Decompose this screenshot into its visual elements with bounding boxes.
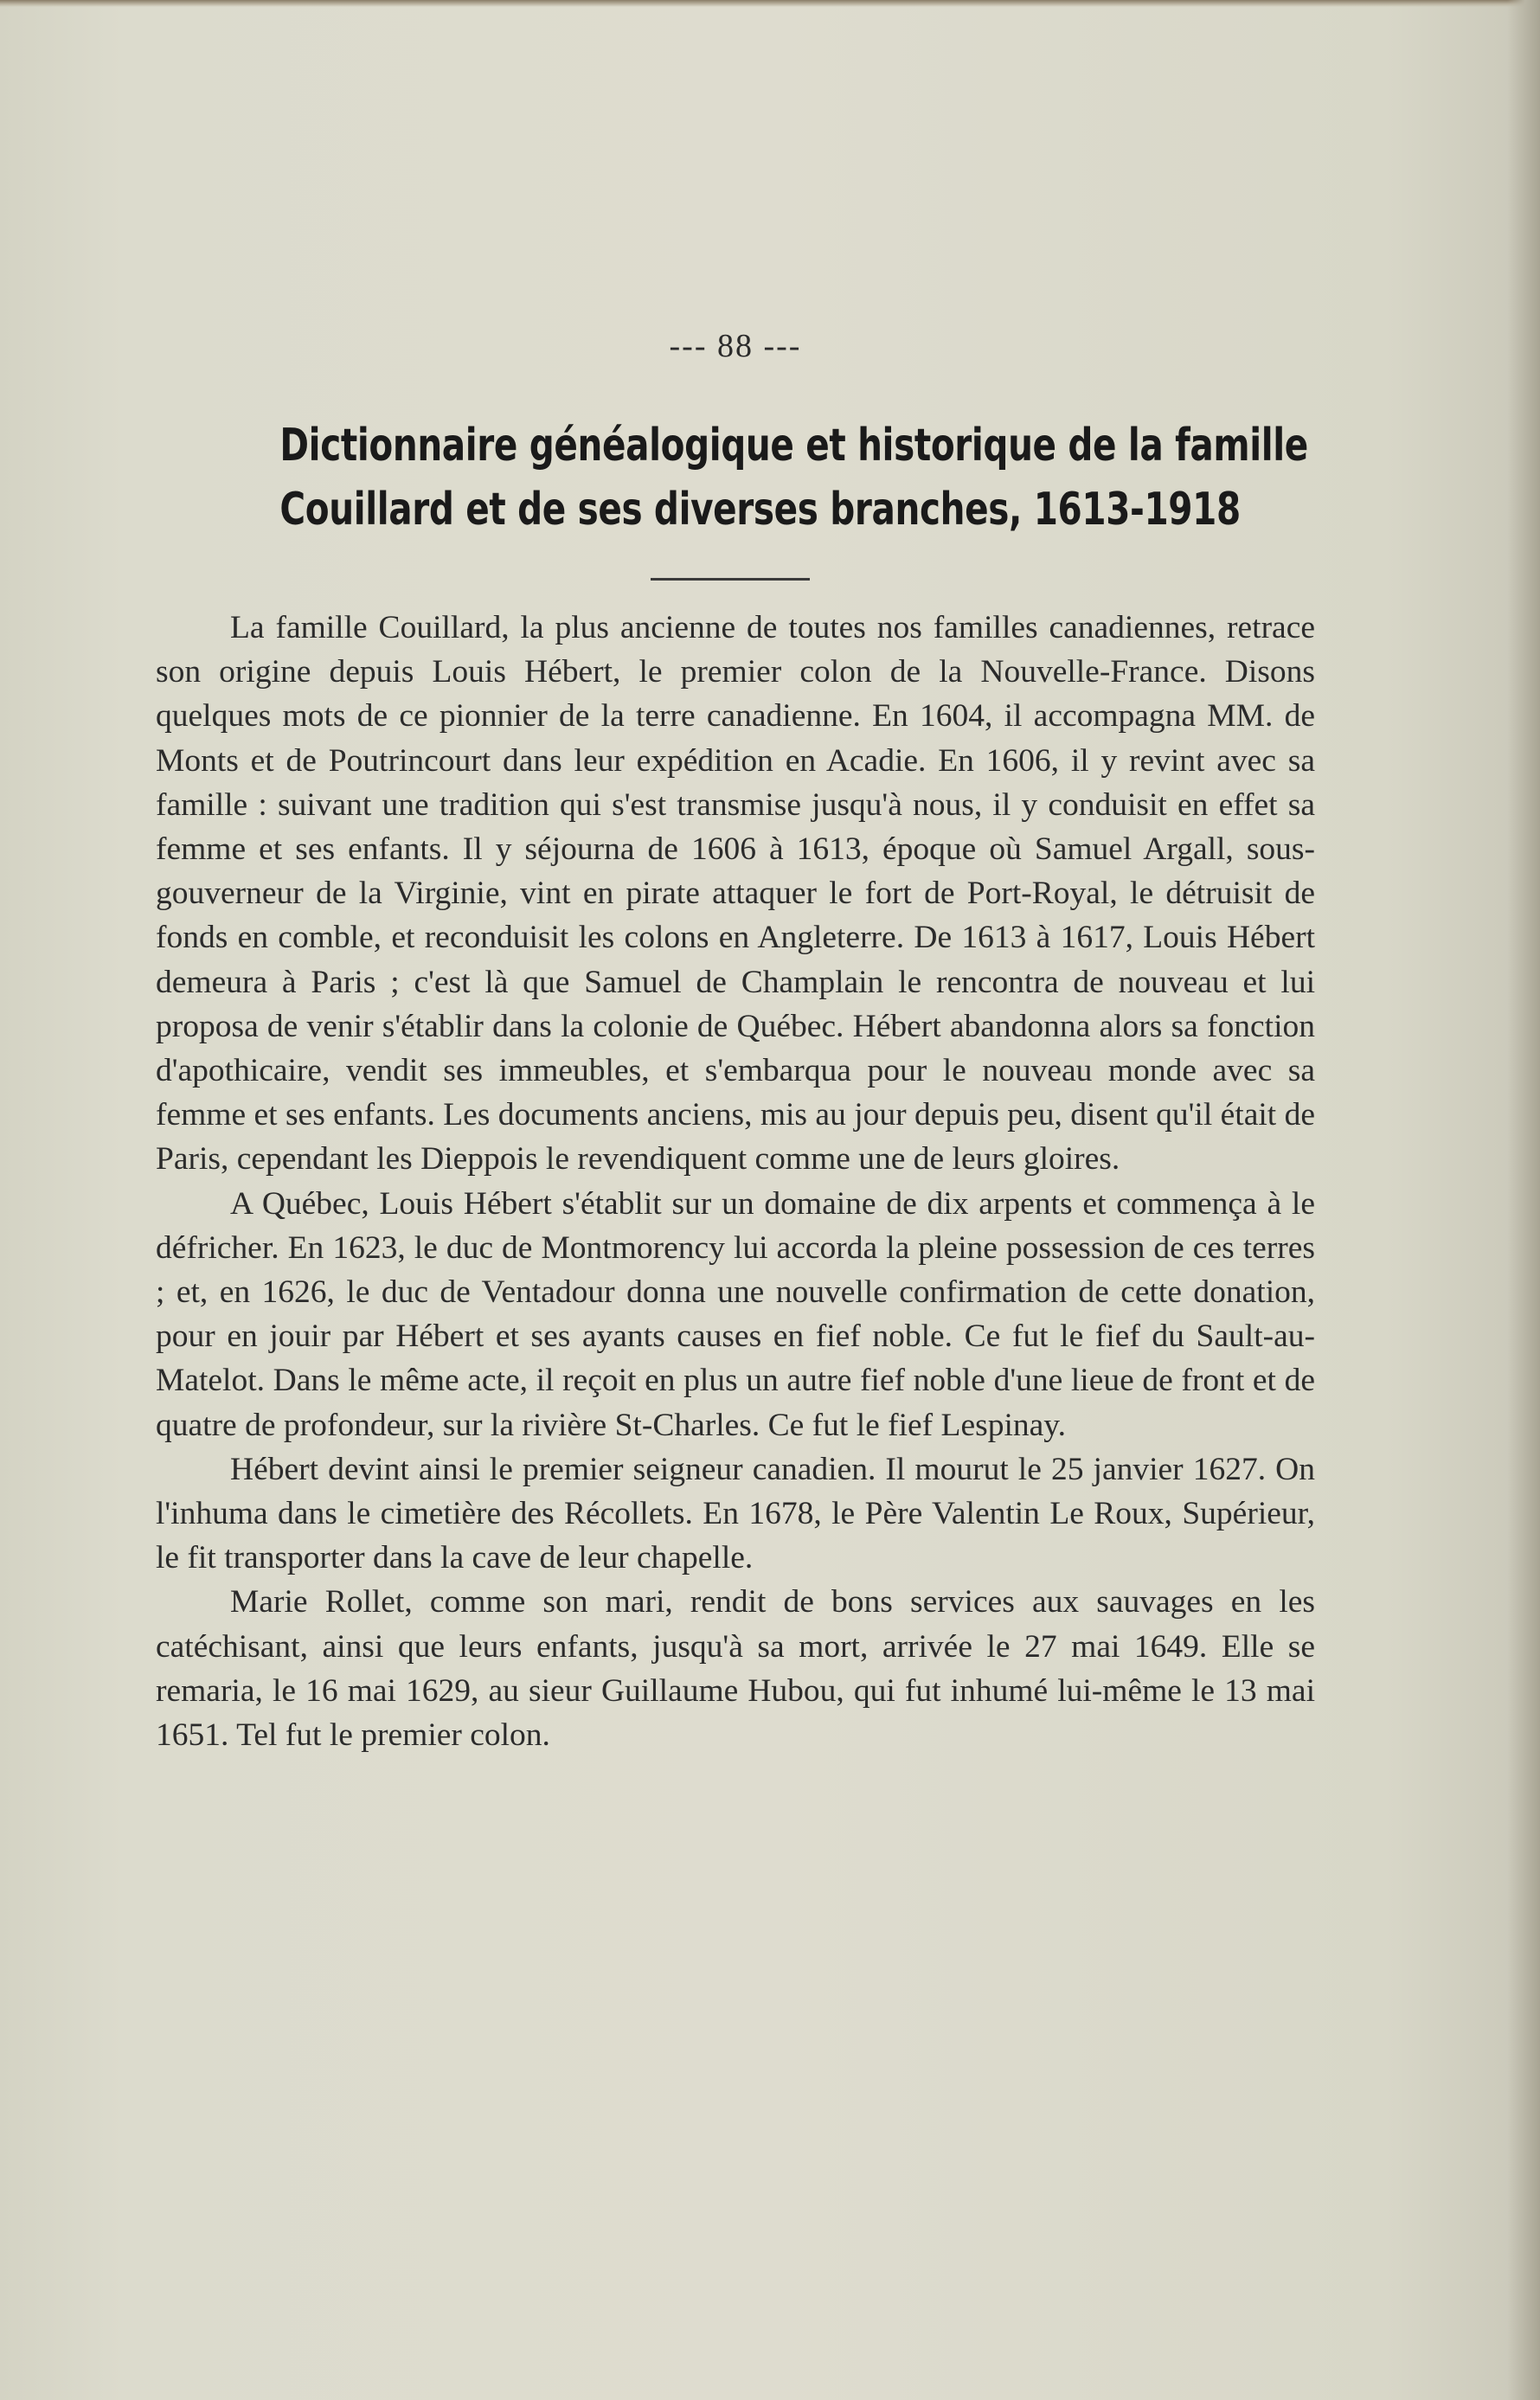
title-line-2: Couillard et de ses diverses branches, 1613-1918 <box>279 484 1241 536</box>
title-line-1: Dictionnaire généalogique et historique de la famille <box>279 420 1308 472</box>
paragraph-4: Marie Rollet, comme son mari, rendit de bons services aux sauvages en les catéchisant, ainsi que leurs enfants, jusqu'à sa mort, arrivée le 27 mai 1649. Elle se remaria, le 16 mai 1629, au sieur Guillaume Hubou, qui fut inhumé lui-même le 13 mai 1651. Tel fut le premier colon. <box>156 1584 1315 1754</box>
page-number: --- 88 --- <box>669 328 802 364</box>
page-top-edge <box>0 0 1540 7</box>
body-text <box>156 606 1315 1757</box>
paragraph-2: A Québec, Louis Hébert s'établit sur un domaine de dix arpents et commença à le défricher. En 1623, le duc de Montmorency lui accorda la pleine possession de ces terres ; et, en 1626, le duc de Ventadour donna une nouvelle confirmation de cette donation, pour en jouir par Hébert et ses ayants causes en fief noble. Ce fut le fief du Sault-au-Matelot. Dans le même acte, il reçoit en plus un autre fief noble d'une lieue de front et de quatre de profondeur, sur la rivière St-Charles. Ce fut le fief Lespinay. <box>156 1185 1315 1443</box>
page-title <box>279 414 1308 542</box>
page-right-edge <box>1507 0 1540 2400</box>
title-divider <box>651 578 810 581</box>
paragraph-1: La famille Couillard, la plus ancienne de toutes nos familles canadiennes, retrace son origine depuis Louis Hébert, le premier colon de la Nouvelle-France. Disons quelques mots de ce pionnier de la terre canadienne. En 1604, il accompagna MM. de Monts et de Poutrincourt dans leur expédition en Acadie. En 1606, il y revint avec sa famille : suivant une tradition qui s'est transmise jusqu'à nous, il y conduisit en effet sa femme et ses enfants. Il y séjourna de 1606 à 1613, époque où Samuel Argall, sous-gouverneur de la Virginie, vint en pirate attaquer le fort de Port-Royal, le détruisit de fonds en comble, et reconduisit les colons en Angleterre. De 1613 à 1617, Louis Hébert demeura à Paris ; c'est là que Samuel de Champlain le rencontra de nouveau et lui proposa de venir s'établir dans la colonie de Québec. Hébert abandonna alors sa fonction d'apothicaire, vendit ses immeubles, et s'embarqua pour le nouveau monde avec sa femme et ses enfants. Les documents anciens, mis au jour depuis peu, disent qu'il était de Paris, cependant les Dieppois le revendiquent comme une de leurs gloires. <box>156 610 1315 1178</box>
paragraph-3: Hébert devint ainsi le premier seigneur canadien. Il mourut le 25 janvier 1627. On l'inhuma dans le cimetière des Récollets. En 1678, le Père Valentin Le Roux, Supérieur, le fit transporter dans la cave de leur chapelle. <box>156 1451 1315 1576</box>
